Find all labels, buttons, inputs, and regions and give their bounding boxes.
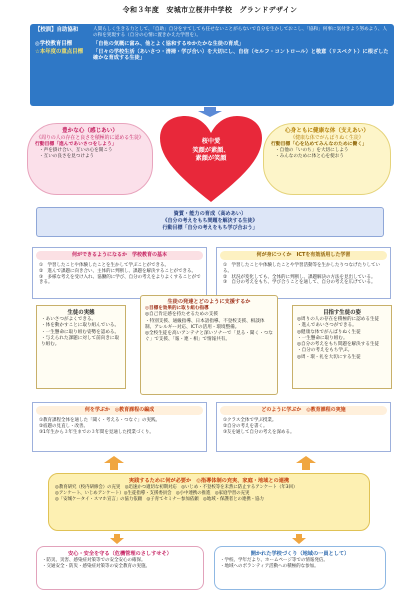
mission-value: 人間らしく生きる力として、「自助」自分をすてしても任せないことがらないで自分を生かしておこし、「協和」何事に気付きよう努めよう、人の和を実現する（自分の心情に置きかえた学習を）。 [93, 27, 388, 39]
list-item: ② 進んで課題に向き合い、主体的に判断し、課題を解決することができる。 [39, 268, 197, 274]
list-item: ① 学習したことや体験したことや学習活動等を生かしたりつなげたりしている。 [223, 263, 381, 274]
list-item: ◎周・環・礼を大切にする生徒 [297, 354, 361, 360]
list-item: ② 状況が変化しても、全体的に判断し、課題解決の方法を見出している。 [223, 274, 376, 280]
student-state-box [36, 305, 126, 389]
band-heading: 資質・能力の育成（高めあい） [173, 211, 247, 217]
box-subheading: ◎目標を効果的に取り組む指導 [145, 306, 209, 311]
list-item: ・体を動かすことに取り組んでいる。 [41, 323, 120, 329]
box-heading: 開かれた学校づくり（地域の一員として） [250, 551, 350, 557]
list-item: ・地域へのボランティア活動への積極的な参加。 [220, 564, 319, 570]
box-heading: 安心・安全を守る（危機管理のさしすせそ） [68, 551, 172, 557]
mission-row-motto [35, 27, 389, 39]
up-arrow-icon [296, 456, 316, 470]
band-goal: 行動目標「自分の考えをもち学び合おう」 [162, 224, 258, 231]
open-school-box [214, 546, 386, 590]
down-arrow-icon [292, 534, 306, 544]
list-item: ・一生懸命に取り組む姿勢を認める。 [41, 329, 120, 335]
list-item: ・進んであいさつができる。 [297, 323, 357, 329]
list-item: ◎自分の考えをもち問題を解決する生徒 [297, 342, 380, 348]
list-item: ◎アンケート、いじめアンケート）◎生徒指導・支援委員会 ◎小中連携の推進 ◎家庭学習の充実 [55, 491, 250, 497]
list-item: ・交通安全・防災・感染症対策等の安全教育の実施。 [42, 564, 150, 570]
list-item: ②宿題の見直し・改善。 [39, 423, 89, 429]
curriculum-practice-box [216, 402, 391, 452]
virtue-subheading: 《周りの人の存在と良さを積極的に認める生徒》 [36, 135, 144, 141]
mission-row-focus [35, 49, 389, 61]
mission-value: 「自他の気概に富み、他とよく協和するゆかたかな生徒の育成」 [93, 40, 244, 47]
list-item: ①教育課程全体を通した「聞く・考える・つなぐ」の実践。 [39, 418, 161, 423]
mission-value: 「日々の学校生活（あいさつ・清掃・学び合い）を大切にし、自信（セルフ・コントロール）と敬意（リスペクト）に根ざした確かな育成する生徒」 [93, 48, 389, 61]
mission-key: ☆本年度の重点目標 [35, 48, 83, 55]
mission-block [30, 24, 394, 106]
box-heading: 何が身につくか ICTを有効活用した学習 [220, 251, 387, 260]
heart-slogan [170, 138, 252, 164]
curriculum-design-box [32, 402, 207, 452]
virtue-heading: 心身ともに健康な体（支えあい） [285, 128, 369, 134]
virtue-item: ・みんなのために体と心を使おう [275, 154, 344, 159]
list-item: ・防災、災害、感染症対策等での安全安心の確保。 [42, 558, 146, 563]
virtue-heading: 豊かな心（感じあい） [62, 128, 118, 134]
curriculum-left-box [32, 247, 207, 299]
list-item: ◎自己肯定感を持たせるための支援 [145, 312, 218, 318]
down-arrow-icon [110, 534, 124, 544]
up-arrow-icon [104, 456, 124, 470]
abilities-band [36, 207, 384, 237]
box-heading: 何ができるようになるか 学校教育の基本 [36, 251, 203, 260]
list-item: ◎健康な体でがんばりぬく生徒 [297, 329, 361, 335]
box-heading: 生徒の実態 [67, 310, 95, 316]
mission-key: ◎学校教育目標 [35, 40, 73, 47]
box-heading: 何を学ぶか ◎教育課程の編成 [36, 406, 203, 415]
box-heading: 目指す生徒の姿 [323, 310, 361, 316]
heart-line: 素顔が笑顔 [195, 155, 227, 162]
support-approach-box [140, 295, 278, 395]
list-item: ◎周りの人の存在を積極的に認める生徒 [297, 317, 380, 322]
support-system-box [48, 473, 370, 531]
virtue-item: ・互いの良さを見つけよう [39, 154, 95, 159]
list-item: ③ 多様な考えを受け入れ、協働的に学び、自分の考えをよりよくすることができる。 [39, 274, 201, 286]
list-item: ・自分の考えをもち学ぶ。 [297, 348, 353, 354]
safety-box [36, 546, 204, 590]
list-item: ・与えられた課題に対して前向きに取り組む。 [41, 335, 120, 348]
box-heading: 生徒の発達とどのように支援するか [167, 299, 251, 305]
list-item: ③友を通して自分の考えを深める。 [223, 429, 295, 435]
list-item: ・特別支援、通級指導、日本語指導、不登校支援、相談体制、アレルギー対応、ICTの活用・環境整備。 [145, 318, 265, 330]
mission-key: 【校訓】自助協和 [35, 27, 79, 33]
target-student-box [292, 305, 392, 389]
list-item: ・あいさつがよくできる。 [41, 317, 97, 322]
virtue-goal: 行動目標「進んであいさつをしよう」 [35, 142, 117, 147]
box-heading: どのように学ぶか ◎教育課程の実施 [220, 406, 387, 415]
list-item: ◎「安城ケータイ・スマホ宣言」の協力依頼 ◎子育てセミナー参加依頼 ◎地域・保護者との連携・協力 [55, 497, 264, 503]
list-item: ・学校、学年だより、ホームページ等での情報発信。 [220, 558, 328, 563]
virtue-body-box [263, 123, 391, 195]
virtue-goal: 行動目標「心を込めてみんなのために働く」 [271, 142, 367, 147]
heart-line: 桜中愛 [201, 138, 221, 145]
list-item: ・一生懸命に取り組む。 [297, 335, 348, 341]
virtue-subheading: 《健康な体でがんばりぬく生徒》 [290, 135, 364, 141]
virtue-item: ・声を掛け合い、互いの心を開こう [39, 148, 113, 153]
heart-line: 笑顔が素顔、 [192, 146, 230, 154]
curriculum-right-box [216, 247, 391, 299]
mission-row-goal [35, 41, 389, 47]
list-item: ① 学習したことや体験したことを生かして学ぶことができる。 [39, 263, 170, 268]
band-subheading: 《自分の考えをもち問題を解決する生徒》 [162, 218, 258, 224]
list-item: ◎全校生徒を高いアンテナと深いソナーで「見る・聞く・つなぐ」で支援、「報・連・相」で情報共有。 [145, 331, 273, 343]
list-item: ③ 自分の考えをもち、学び合うことを通して、自分の考えを広げている。 [223, 280, 376, 286]
virtue-heart-box [27, 123, 153, 195]
document-title: 令和３年度 安城市立桜井中学校 グランドデザイン [122, 6, 298, 14]
list-item: ③1年生から３年生までの３年間を見通した授業づくり。 [39, 429, 154, 435]
box-heading: 実践するために何が必要か ◎指導体制の充実、家庭・地域との連携 [128, 478, 290, 484]
list-item: ◎教育研究（校内研修会）の充実 ◎迅速かつ適切な初期対応 ◎いじめ・不登校等を未然に防止するアンケート（年3回） [55, 485, 298, 490]
list-item: ②自分の考えを書く。 [223, 423, 268, 429]
virtue-item: ・自他の「いのち」を大切にしよう [275, 148, 349, 153]
list-item: ①クラス全体で学ぶ授業。 [223, 418, 277, 423]
